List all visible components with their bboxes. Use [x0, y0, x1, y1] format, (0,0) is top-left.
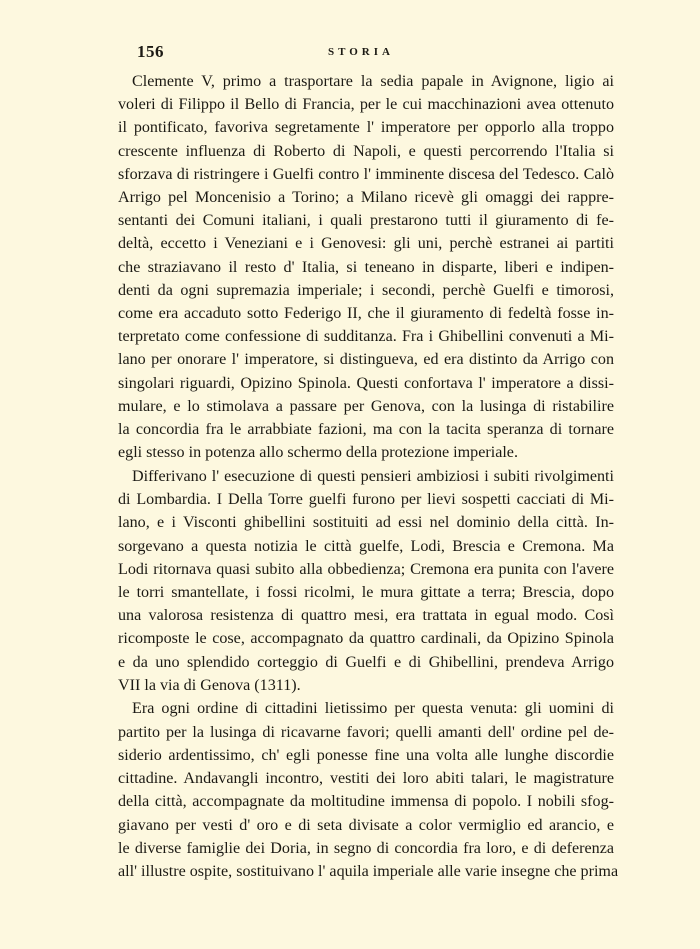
- text-line: lano per onorare l' imperatore, si distingueva, ed era distinto da Arrigo con: [118, 351, 614, 369]
- text-line: Differivano l' esecuzione di questi pensieri ambiziosi i subiti rivolgimenti: [132, 467, 614, 485]
- text-line: sentanti dei Comuni italiani, i quali prestarono tutti il giuramento di fe-: [118, 212, 614, 230]
- text-line: sforzava di ristringere i Guelfi contro l' imminente discesa del Tedesco. Calò: [118, 165, 614, 183]
- text-line: terpretato come confessione di sudditanza. Fra i Ghibellini convenuti a Mi-: [118, 328, 614, 346]
- text-line: le diverse famiglie dei Doria, in segno di concordia fra loro, e di deferenza: [118, 839, 614, 857]
- text-line: voleri di Filippo il Bello di Francia, per le cui macchinazioni avea ottenuto: [118, 96, 614, 114]
- text-line: singolari riguardi, Opizino Spinola. Questi confortava l' imperatore a dissi-: [118, 374, 614, 392]
- text-line: Arrigo pel Moncenisio a Torino; a Milano ricevè gli omaggi dei rappre-: [118, 189, 614, 207]
- paragraph: [118, 70, 614, 464]
- body-text: [118, 70, 619, 883]
- text-line: lano, e i Visconti ghibellini sostituiti ad essi nel dominio della città. In-: [118, 514, 614, 532]
- text-line: come era accaduto sotto Federigo II, che il giuramento di fedeltà fosse in-: [118, 305, 614, 323]
- text-line: la concordia fra le arrabbiate fazioni, ma con la tacita speranza di tornare: [118, 421, 614, 439]
- text-line: partito per la lusinga di ricavarne favori; quelli amanti dell' ordine pel de-: [118, 723, 614, 741]
- text-line: giavano per vesti d' oro e di seta divisate a color vermiglio ed arancio, e: [118, 816, 614, 834]
- text-line: denti da ogni supremazia imperiale; i secondi, perchè Guelfi e timorosi,: [118, 281, 614, 299]
- text-line: VII la via di Genova (1311).: [118, 676, 301, 694]
- page-header: [118, 38, 604, 64]
- text-line: Era ogni ordine di cittadini lietissimo per questa venuta: gli uomini di: [132, 700, 614, 718]
- text-line: le torri smantellate, i fossi ricolmi, le mura gittate a terra; Brescia, dopo: [118, 583, 614, 601]
- text-line: sorgevano a questa notizia le città guelfe, Lodi, Brescia e Cremona. Ma: [118, 537, 614, 555]
- text-line: siderio ardentissimo, ch' egli ponesse fine una volta alle lunghe discordie: [118, 746, 614, 764]
- text-line: il pontificato, favoriva segretamente l' imperatore per opporlo alla troppo: [118, 119, 614, 137]
- text-line: ricomposte le cose, accompagnato da quattro cardinali, da Opizino Spinola: [118, 630, 614, 648]
- page-number: 156: [137, 42, 164, 61]
- text-line: che straziavano il resto d' Italia, si teneano in disparte, liberi e indipen-: [118, 258, 614, 276]
- paragraph: [118, 697, 619, 883]
- text-line: crescente influenza di Roberto di Napoli, e questi percorrendo l'Italia si: [118, 142, 614, 160]
- text-line: Lodi ritornava quasi subito alla obbedienza; Cremona era punita con l'avere: [118, 560, 614, 578]
- text-line: deltà, eccetto i Veneziani e i Genovesi: gli uni, perchè estranei ai partiti: [118, 235, 614, 253]
- text-line: egli stesso in potenza allo schermo della protezione imperiale.: [118, 444, 518, 462]
- text-line: cittadine. Andavangli incontro, vestiti dei loro abiti talari, le magistrature: [118, 770, 614, 788]
- text-line: una valorosa resistenza di quattro mesi, era trattata in egual modo. Così: [118, 607, 614, 625]
- text-line: Clemente V, primo a trasportare la sedia papale in Avignone, ligio ai: [132, 73, 614, 90]
- text-line: all' illustre ospite, sostituivano l' aquila imperiale alle varie insegne che prima: [118, 862, 619, 880]
- text-line: di Lombardia. I Della Torre guelfi furono per lievi sospetti cacciati di Mi-: [118, 491, 614, 509]
- text-line: della città, accompagnate da moltitudine immensa di popolo. I nobili sfog-: [118, 793, 614, 811]
- running-title: STORIA: [328, 46, 394, 58]
- text-line: e da uno splendido corteggio di Guelfi e di Ghibellini, prendeva Arrigo: [118, 653, 614, 671]
- text-line: mulare, e lo stimolava a passare per Genova, con la lusinga di ristabilire: [118, 397, 614, 415]
- paragraph: [118, 465, 614, 697]
